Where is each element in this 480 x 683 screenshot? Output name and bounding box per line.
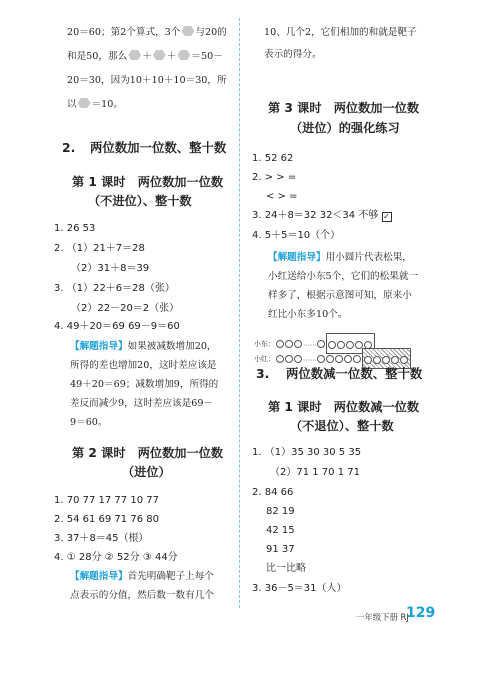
answer-line: 3. 36－5＝31（人） [252, 583, 347, 594]
lesson-title: 第 1 课时 两位数加一位数 [72, 175, 224, 189]
answer-line: 2. 54 61 69 71 76 80 [54, 514, 159, 525]
hexagon-icon [153, 50, 166, 60]
answer-line: 1. 26 53 [54, 223, 96, 234]
hint-label: 【解题指导】 [70, 571, 128, 582]
answer-line: 4. 49＋20＝69 69－9＝60 [54, 321, 180, 332]
hint-line: 【解题指导】用小圆片代表松果， [268, 252, 412, 263]
hint-line: 49＋20＝69；减数增加9，所得的 [70, 379, 219, 390]
lesson-title: （进位） [122, 465, 171, 479]
hint-line: 差反而减少9，这时差应该是69－ [70, 398, 214, 409]
answer-line: 82 19 [266, 506, 295, 517]
hexagon-icon [177, 50, 190, 60]
text-line: 和是50，那么 ＋ ＋ ＝50－ [67, 51, 223, 62]
answer-line: （2）71 1 70 1 71 [270, 467, 360, 478]
answer-line: < > = [266, 191, 298, 202]
answer-line: 2. > > = [252, 172, 297, 183]
hint-line: 小红送给小东5个，它们的松果就一 [268, 271, 419, 282]
circle-icon [364, 356, 372, 364]
column-divider [239, 18, 240, 608]
answer-line: 1. 52 62 [252, 153, 294, 164]
ellipsis-icon: …… [303, 354, 317, 363]
text-line: 以 ＝10。 [67, 99, 123, 110]
hint-line: 点表示的分值，然后数一数有几个 [70, 590, 214, 601]
answer-line: 42 15 [266, 525, 295, 536]
text-line: 表示的得分。 [264, 49, 322, 60]
circle-icon [276, 340, 284, 348]
diagram-row-dong: 小东： …… [254, 333, 424, 346]
answer-line: 91 37 [266, 544, 295, 555]
answer-line: 1. 70 77 17 77 10 77 [54, 495, 159, 506]
circle-icon [276, 355, 284, 363]
circle-icon [294, 340, 302, 348]
circle-icon [344, 355, 352, 363]
text-line: 10、几个2，它们相加的和就是靶子 [264, 27, 417, 38]
text-line: 20＝30，因为10＋10＋10＝30，所 [67, 75, 227, 86]
lesson-title: （进位）的强化练习 [290, 121, 400, 135]
circle-icon [353, 355, 361, 363]
checkbox-icon: ✓ [383, 212, 390, 221]
circle-icon [326, 355, 334, 363]
lesson-title: 第 3 课时 两位数加一位数 [268, 101, 420, 115]
section-title: 两位数加一位数、整十数 [90, 140, 227, 155]
lesson-title: 第 1 课时 两位数减一位数 [268, 400, 420, 414]
circle-icon [335, 355, 343, 363]
hint-line: 【解题指导】如果被减数增加20， [70, 341, 217, 352]
hint-line: 样多了，根据示意图可知，原来小 [268, 290, 412, 301]
hint-label: 【解题指导】 [70, 341, 128, 352]
hint-line: 【解题指导】首先明确靶子上每个 [70, 571, 214, 582]
circle-icon [400, 356, 408, 364]
lesson-title: （不退位）、整十数 [290, 419, 394, 433]
section-title: 两位数减一位数、整十数 [286, 366, 423, 381]
answer-line: 3. 37＋8＝45（根） [54, 533, 149, 544]
answer-line: （2）31＋8＝39 [71, 263, 150, 274]
lesson-title: 第 2 课时 两位数加一位数 [72, 446, 224, 460]
circle-icon [285, 355, 293, 363]
diagram-row-hong: 小红： …… [254, 348, 424, 361]
answer-line: 3. （1）22＋6＝28（张） [54, 283, 175, 294]
hexagon-icon [78, 98, 91, 108]
section-number: 3. [256, 366, 270, 381]
hint-line: 红比小东多10个。 [268, 309, 348, 320]
hint-line: 所得的差也增加20，这时差应该是 [70, 360, 217, 371]
page-number: 129 [406, 605, 436, 621]
circle-icon [391, 356, 399, 364]
section-number: 2. [62, 140, 76, 155]
answer-line: （2）22－20＝2（张） [71, 303, 180, 314]
lesson-title: （不进位）、整十数 [88, 194, 192, 208]
circle-icon [317, 355, 325, 363]
hexagon-icon [128, 50, 141, 60]
answer-line: 4. 5＋5＝10（个） [252, 230, 341, 241]
circle-icon [317, 340, 325, 348]
book-label: 一年级下册 RJ [356, 612, 409, 622]
circle-icon [382, 356, 390, 364]
answer-line: 2. （1）21＋7＝28 [54, 243, 145, 254]
answer-line: 比一比略 [266, 563, 306, 574]
answer-line: 1. （1）35 30 30 5 35 [252, 447, 362, 458]
hint-label: 【解题指导】 [268, 252, 326, 263]
pinecone-diagram [254, 333, 424, 361]
answer-line: 3. 24＋8＝32 32＜34 不够 ✓ [252, 210, 390, 221]
circle-icon [373, 356, 381, 364]
text-line: 20＝60；第2个算式，3个 与20的 [67, 27, 227, 38]
hint-line: 9＝60。 [70, 417, 108, 428]
circle-icon [294, 355, 302, 363]
hexagon-icon [181, 26, 194, 36]
ellipsis-icon: …… [303, 339, 317, 348]
answer-line: 4. ① 28分 ② 52分 ③ 44分 [54, 552, 178, 563]
answer-line: 2. 84 66 [252, 487, 294, 498]
circle-icon [285, 340, 293, 348]
